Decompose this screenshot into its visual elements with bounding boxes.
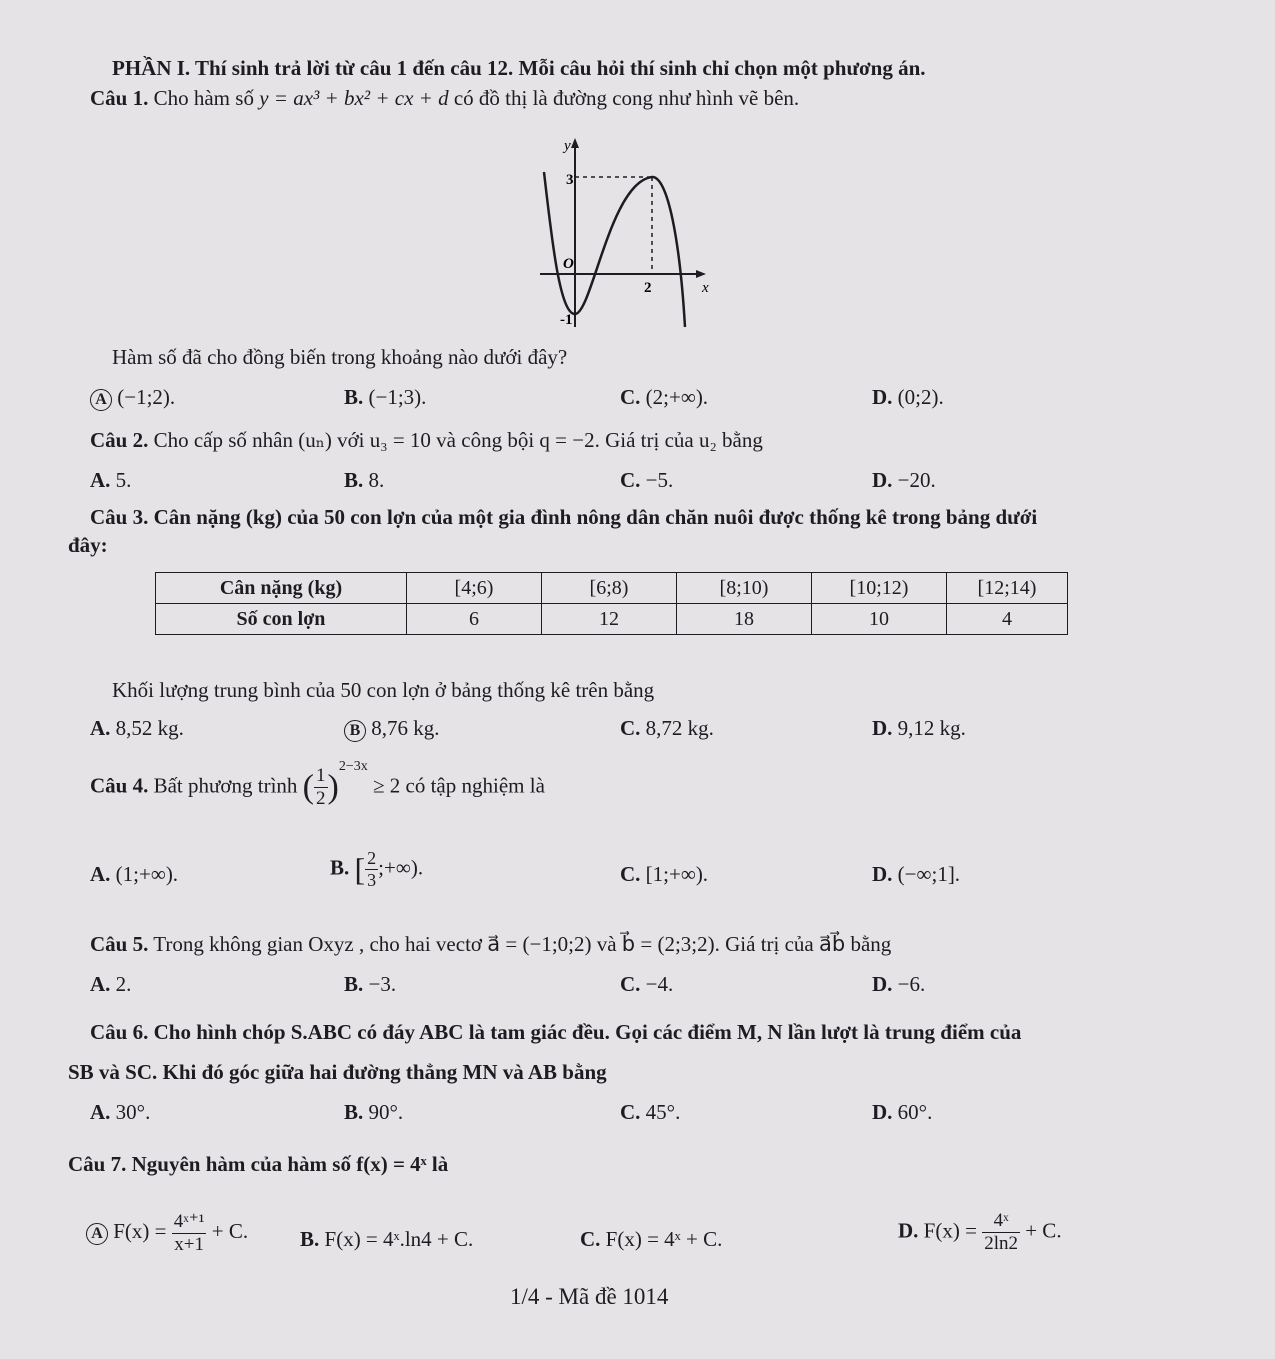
q6-text-1: Cho hình chóp S.ABC có đáy ABC là tam giác đều. Gọi các điểm M, N lần lượt là trung điểm của — [153, 1020, 1022, 1044]
q3-option-a[interactable] — [90, 716, 184, 741]
q1-text-pre: Cho hàm số — [153, 86, 254, 110]
q3-option-a-text: 8,52 kg. — [115, 716, 184, 740]
q5-letter-a: A. — [90, 972, 111, 996]
q3-option-c[interactable] — [620, 716, 714, 741]
q4-option-b[interactable] — [330, 848, 423, 891]
x-axis-label: x — [702, 280, 709, 296]
y-axis-arrow — [571, 138, 579, 148]
q5-option-b-text: −3. — [368, 972, 397, 996]
cubic-graph — [530, 132, 720, 332]
q7-text: Nguyên hàm của hàm số f(x) = 4ˣ là — [131, 1152, 449, 1176]
table-cell: 18 — [677, 604, 812, 635]
q5-option-c-text: −4. — [645, 972, 674, 996]
q3-text-1: Cân nặng (kg) của 50 con lợn của một gia đình nông dân chăn nuôi được thống kê trong bảng dưới — [153, 505, 1038, 529]
q7-letter-c: C. — [580, 1227, 601, 1251]
question-1-label: Câu 1. — [90, 86, 149, 110]
question-3-label: Câu 3. — [90, 505, 149, 529]
q6-letter-d: D. — [872, 1100, 893, 1124]
q4-option-d-text: (−∞;1]. — [897, 862, 961, 886]
question-6-label: Câu 6. — [90, 1020, 149, 1044]
q6-option-b[interactable] — [344, 1100, 403, 1125]
q3-letter-a: A. — [90, 716, 111, 740]
table-cell: [6;8) — [542, 573, 677, 604]
q2-letter-c: C. — [620, 468, 641, 492]
q4-text-pre: Bất phương trình — [153, 773, 298, 798]
q7-optA-den: x+1 — [174, 1234, 204, 1255]
q2-option-a[interactable] — [90, 468, 131, 493]
table-row — [156, 604, 1068, 635]
table-cell: 4 — [947, 604, 1068, 635]
q1-option-a[interactable] — [90, 385, 175, 411]
q4-rhs: ≥ 2 — [372, 773, 401, 798]
q1-option-c[interactable] — [620, 385, 708, 410]
q3-option-b-text: 8,76 kg. — [371, 716, 440, 740]
y-tick-minus1: -1 — [560, 312, 573, 328]
q7-optD-pre: F(x) = — [923, 1218, 977, 1243]
q6-option-c-text: 45°. — [645, 1100, 681, 1124]
q7-optD-post: + C. — [1025, 1218, 1062, 1243]
weight-table — [155, 572, 1068, 635]
q3-option-c-text: 8,72 kg. — [645, 716, 714, 740]
table-cell: [10;12) — [812, 573, 947, 604]
q7-optD-num: 4ˣ — [982, 1210, 1020, 1233]
question-3-stem — [90, 505, 1037, 530]
q7-letter-a: A — [86, 1223, 108, 1245]
q2-option-c[interactable] — [620, 468, 673, 493]
q6-option-d[interactable] — [872, 1100, 932, 1125]
y-tick-3: 3 — [566, 172, 574, 188]
q1-option-c-text: (2;+∞). — [645, 385, 709, 409]
question-1-question: Hàm số đã cho đồng biến trong khoảng nào dưới đây? — [112, 345, 568, 369]
q3-letter-c: C. — [620, 716, 641, 740]
q7-optA-pre: F(x) = — [113, 1218, 167, 1243]
q6-option-b-text: 90°. — [368, 1100, 404, 1124]
table-row — [156, 573, 1068, 604]
q6-option-d-text: 60°. — [897, 1100, 933, 1124]
q1-option-d-text: (0;2). — [897, 385, 944, 409]
q6-letter-b: B. — [344, 1100, 364, 1124]
question-5-label: Câu 5. — [90, 932, 149, 956]
question-1-stem — [90, 86, 799, 111]
q5-option-a-text: 2. — [115, 972, 132, 996]
q2-letter-b: B. — [344, 468, 364, 492]
q1-option-d[interactable] — [872, 385, 944, 410]
q4-option-c[interactable] — [620, 862, 708, 887]
q3-option-d[interactable] — [872, 716, 966, 741]
table-cell: 10 — [812, 604, 947, 635]
q7-option-d[interactable] — [898, 1210, 1062, 1255]
q4-option-a[interactable] — [90, 862, 178, 887]
q5-option-c[interactable] — [620, 972, 673, 997]
q3-text-2: đây: — [68, 533, 108, 557]
x-tick-2: 2 — [644, 280, 652, 296]
table-row-label: Số con lợn — [156, 604, 407, 635]
question-7-stem — [68, 1152, 448, 1177]
section-header: PHẦN I. Thí sinh trả lời từ câu 1 đến câu 12. Mỗi câu hỏi thí sinh chỉ chọn một phương án. — [112, 56, 926, 80]
q4-text-post: có tập nghiệm là — [405, 773, 545, 798]
q7-optD-den: 2ln2 — [984, 1233, 1018, 1254]
q7-letter-d: D. — [898, 1218, 919, 1243]
question-6-stem — [90, 1020, 1021, 1045]
table-cell: [12;14) — [947, 573, 1068, 604]
q1-letter-b: B. — [344, 385, 364, 409]
q1-option-b[interactable] — [344, 385, 426, 410]
q4-optB-num: 2 — [367, 848, 377, 868]
x-axis-arrow — [696, 270, 706, 278]
q2-letter-a: A. — [90, 468, 111, 492]
q1-option-a-text: (−1;2). — [117, 385, 176, 409]
q5-text: Trong không gian Oxyz , cho hai vectơ a⃗ = (−1;0;2) và b⃗ = (2;3;2). Giá trị của a⃗b⃗ bằng — [153, 932, 892, 956]
table-cell: [8;10) — [677, 573, 812, 604]
q7-optD-fraction — [982, 1210, 1020, 1255]
q4-close-paren: ) — [327, 768, 339, 806]
q1-letter-d: D. — [872, 385, 893, 409]
q2-option-b-text: 8. — [368, 468, 385, 492]
q7-optA-num: 4ˣ⁺¹ — [173, 1211, 205, 1232]
question-4-stem — [90, 759, 545, 810]
q5-letter-c: C. — [620, 972, 641, 996]
q7-optA-post: + C. — [211, 1218, 249, 1243]
q1-letter-c: C. — [620, 385, 641, 409]
q2-option-d[interactable] — [872, 468, 936, 493]
q4-option-a-text: (1;+∞). — [115, 862, 179, 886]
question-5-stem — [90, 932, 891, 957]
q6-letter-c: C. — [620, 1100, 641, 1124]
q5-option-d-text: −6. — [897, 972, 926, 996]
q3-option-d-text: 9,12 kg. — [897, 716, 966, 740]
table-cell: 12 — [542, 604, 677, 635]
question-2-stem — [90, 428, 763, 453]
q1-formula: y = ax³ + bx² + cx + d — [259, 86, 449, 110]
table-cell: 6 — [407, 604, 542, 635]
q5-letter-b: B. — [344, 972, 364, 996]
q4-letter-d: D. — [872, 862, 893, 886]
q3-letter-d: D. — [872, 716, 893, 740]
q7-option-b[interactable] — [300, 1227, 473, 1252]
y-axis-label: y — [564, 138, 571, 154]
q2-option-c-text: −5. — [645, 468, 674, 492]
q5-letter-d: D. — [872, 972, 893, 996]
q4-option-d[interactable] — [872, 862, 960, 887]
q4-optB-open-bracket: [ — [354, 851, 366, 887]
q3-option-b[interactable] — [344, 716, 440, 742]
q7-optA-fraction — [172, 1210, 207, 1256]
q6-letter-a: A. — [90, 1100, 111, 1124]
q4-letter-c: C. — [620, 862, 641, 886]
page-footer: 1/4 - Mã đề 1014 — [510, 1284, 669, 1309]
q1-letter-a: A — [90, 389, 112, 411]
question-2-label: Câu 2. — [90, 428, 149, 452]
q2-option-b[interactable] — [344, 468, 384, 493]
question-4-label: Câu 4. — [90, 773, 149, 798]
q4-base — [314, 765, 328, 810]
q7-option-c-text: F(x) = 4ˣ + C. — [605, 1227, 723, 1251]
q5-option-d[interactable] — [872, 972, 925, 997]
q1-text-post: có đồ thị là đường cong như hình vẽ bên. — [453, 86, 800, 110]
q4-open-paren: ( — [302, 768, 314, 806]
q1-option-b-text: (−1;3). — [368, 385, 427, 409]
q7-letter-b: B. — [300, 1227, 320, 1251]
q7-option-b-text: F(x) = 4ˣ.ln4 + C. — [324, 1227, 474, 1251]
q6-option-a[interactable] — [90, 1100, 150, 1125]
q6-option-a-text: 30°. — [115, 1100, 151, 1124]
q4-option-b-text: ;+∞). — [378, 855, 424, 880]
question-3-question: Khối lượng trung bình của 50 con lợn ở bảng thống kê trên bằng — [112, 678, 655, 702]
q2-option-a-text: 5. — [115, 468, 132, 492]
q4-exponent: 2−3x — [338, 759, 368, 775]
q2-letter-d: D. — [872, 468, 893, 492]
q7-option-c[interactable] — [580, 1227, 722, 1252]
q4-optB-den: 3 — [367, 870, 377, 890]
q4-letter-a: A. — [90, 862, 111, 886]
q5-option-a[interactable] — [90, 972, 131, 997]
cubic-curve — [544, 172, 685, 327]
q4-option-c-text: [1;+∞). — [645, 862, 709, 886]
origin-label: O — [563, 256, 574, 272]
table-cell: [4;6) — [407, 573, 542, 604]
q6-option-c[interactable] — [620, 1100, 680, 1125]
q4-letter-b: B. — [330, 855, 350, 880]
q4-base-num: 1 — [316, 765, 326, 786]
q2-option-d-text: −20. — [897, 468, 936, 492]
q4-optB-fraction — [365, 848, 378, 891]
q7-option-a[interactable] — [86, 1210, 248, 1256]
q5-option-b[interactable] — [344, 972, 396, 997]
table-header-label: Cân nặng (kg) — [156, 573, 407, 604]
q2-text: Cho cấp số nhân (uₙ) với u₃ = 10 và công bội q = −2. Giá trị của u₂ bằng — [153, 428, 763, 452]
q6-text-2: SB và SC. Khi đó góc giữa hai đường thẳng MN và AB bằng — [68, 1060, 607, 1084]
q4-base-den: 2 — [316, 788, 326, 809]
q3-letter-b: B — [344, 720, 366, 742]
question-7-label: Câu 7. — [68, 1152, 127, 1176]
